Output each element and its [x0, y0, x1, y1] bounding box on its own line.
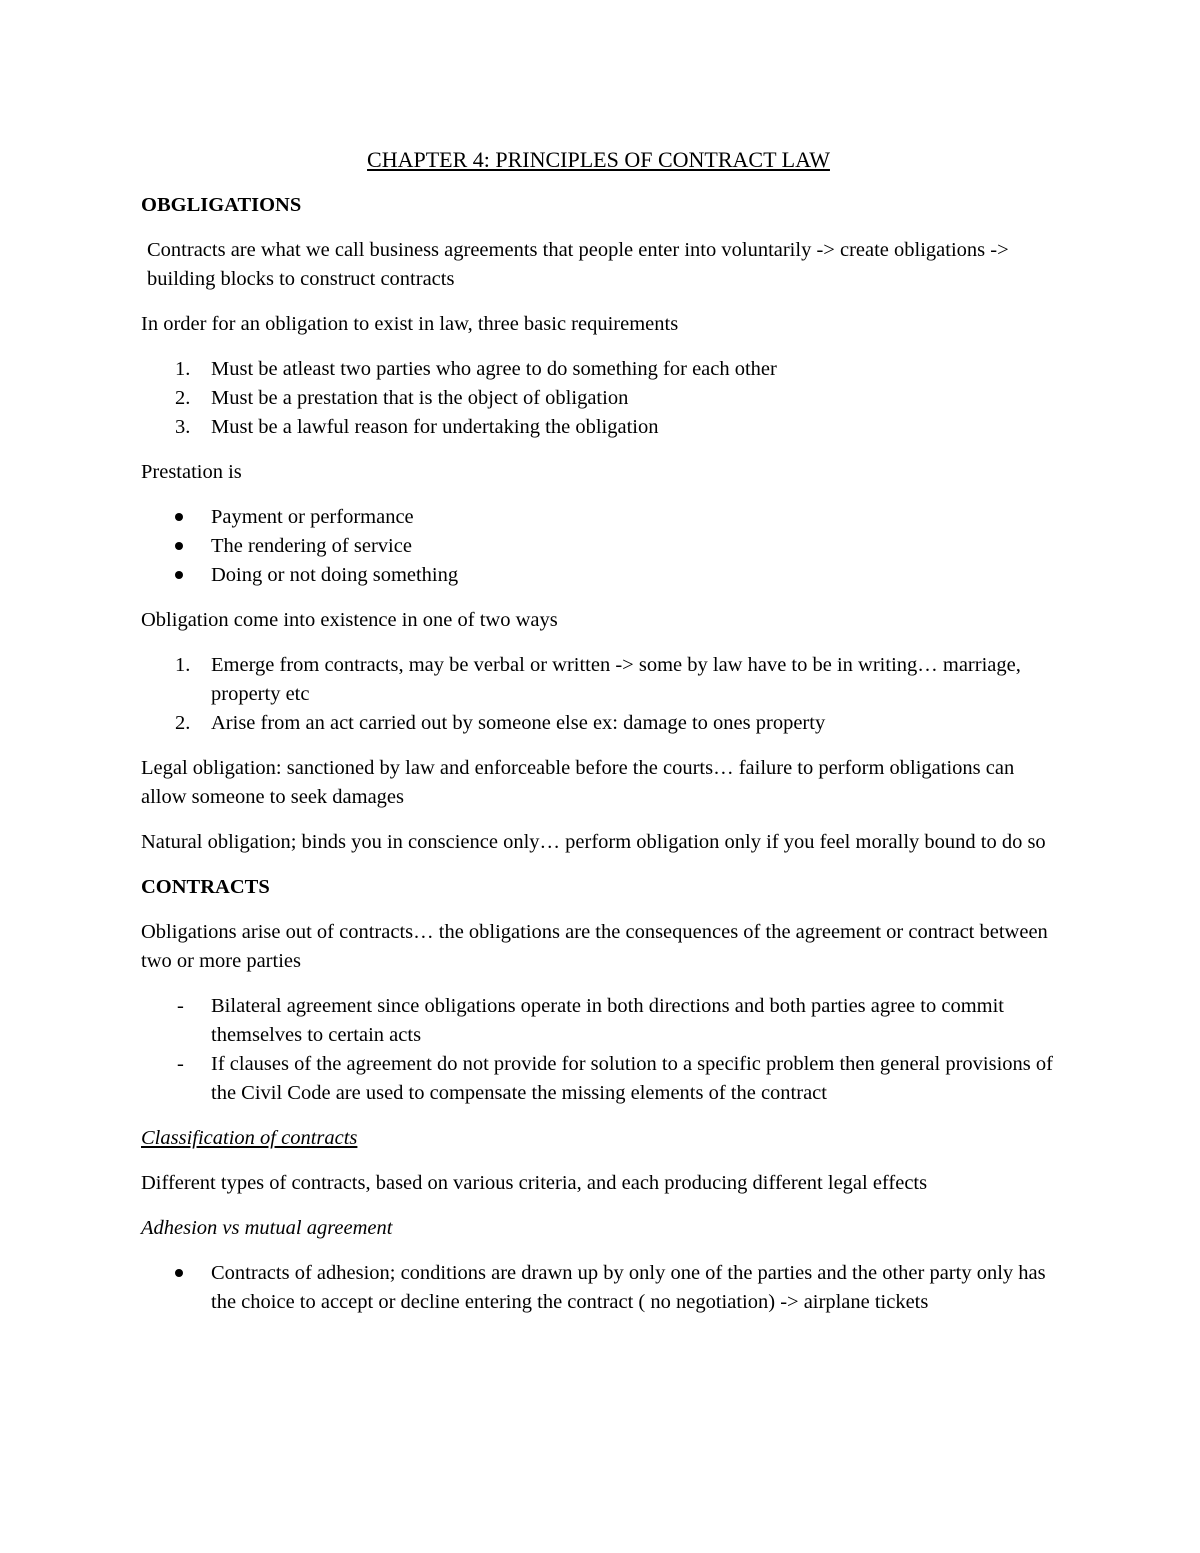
- adhesion-heading: Adhesion vs mutual agreement: [141, 1217, 393, 1239]
- list-item-text: Must be a lawful reason for undertaking the obligation: [211, 416, 659, 438]
- classification-paragraph: Different types of contracts, based on various criteria, and each producing different legal effects: [141, 1172, 928, 1194]
- ways-lead: Obligation come into existence in one of two ways: [141, 609, 558, 631]
- list-item-text: Bilateral agreement since obligations operate in both directions and both parties agree to commit themselves to certain acts: [211, 995, 1004, 1046]
- contracts-intro: Obligations arise out of contracts… the obligations are the consequences of the agreement or contract between two or more parties: [141, 921, 1048, 972]
- list-item-text: If clauses of the agreement do not provide for solution to a specific problem then general provisions of the Civil Code are used to compensate the missing elements of the contract: [211, 1053, 1053, 1104]
- list-number: 2.: [175, 387, 191, 409]
- list-item-text: Must be a prestation that is the object of obligation: [211, 387, 629, 409]
- list-item: [141, 413, 1056, 442]
- section-heading-contracts: CONTRACTS: [141, 876, 270, 898]
- list-item-text: Must be atleast two parties who agree to do something for each other: [211, 358, 777, 380]
- list-item: [141, 709, 1056, 738]
- classification-heading: Classification of contracts: [141, 1127, 358, 1149]
- list-item-text: Contracts of adhesion; conditions are drawn up by only one of the parties and the other party only has the choice to accept or decline entering the contract ( no negotiation) -> airplane tickets: [211, 1262, 1046, 1313]
- document-content: [141, 145, 1056, 1333]
- list-item-text: Doing or not doing something: [211, 564, 459, 586]
- requirements-list: [141, 355, 1056, 442]
- obligations-intro: Contracts are what we call business agreements that people enter into voluntarily -> create obligations -> building blocks to construct contracts: [147, 239, 1009, 290]
- dash-marker: -: [177, 1053, 184, 1075]
- bullet-icon: [175, 513, 183, 521]
- list-item: [141, 1259, 1056, 1317]
- list-item-text: Emerge from contracts, may be verbal or written -> some by law have to be in writing… marriage, property etc: [211, 654, 1021, 705]
- list-item: [141, 503, 1056, 532]
- bullet-icon: [175, 571, 183, 579]
- contracts-dash-list: [141, 992, 1056, 1108]
- document-title: CHAPTER 4: PRINCIPLES OF CONTRACT LAW: [367, 147, 830, 172]
- bullet-icon: [175, 542, 183, 550]
- list-number: 1.: [175, 358, 191, 380]
- bullet-icon: [175, 1269, 183, 1277]
- adhesion-list: [141, 1259, 1056, 1317]
- legal-obligation-paragraph: Legal obligation: sanctioned by law and enforceable before the courts… failure to perform obligations can allow someone to seek damages: [141, 757, 1015, 808]
- list-number: 1.: [175, 654, 191, 676]
- list-number: 3.: [175, 416, 191, 438]
- list-item-text: The rendering of service: [211, 535, 412, 557]
- list-item: [141, 992, 1056, 1050]
- requirements-lead: In order for an obligation to exist in law, three basic requirements: [141, 313, 679, 335]
- natural-obligation-paragraph: Natural obligation; binds you in conscience only… perform obligation only if you feel morally bound to do so: [141, 831, 1046, 853]
- list-item: [141, 355, 1056, 384]
- list-item-text: Arise from an act carried out by someone else ex: damage to ones property: [211, 712, 826, 734]
- list-item: [141, 651, 1056, 709]
- section-heading-obligations: OBGLIGATIONS: [141, 194, 302, 216]
- list-item-text: Payment or performance: [211, 506, 414, 528]
- dash-marker: -: [177, 995, 184, 1017]
- ways-list: [141, 651, 1056, 738]
- prestation-list: [141, 503, 1056, 590]
- list-item: [141, 561, 1056, 590]
- prestation-lead: Prestation is: [141, 461, 242, 483]
- list-item: [141, 384, 1056, 413]
- list-item: [141, 1050, 1056, 1108]
- list-item: [141, 532, 1056, 561]
- list-number: 2.: [175, 712, 191, 734]
